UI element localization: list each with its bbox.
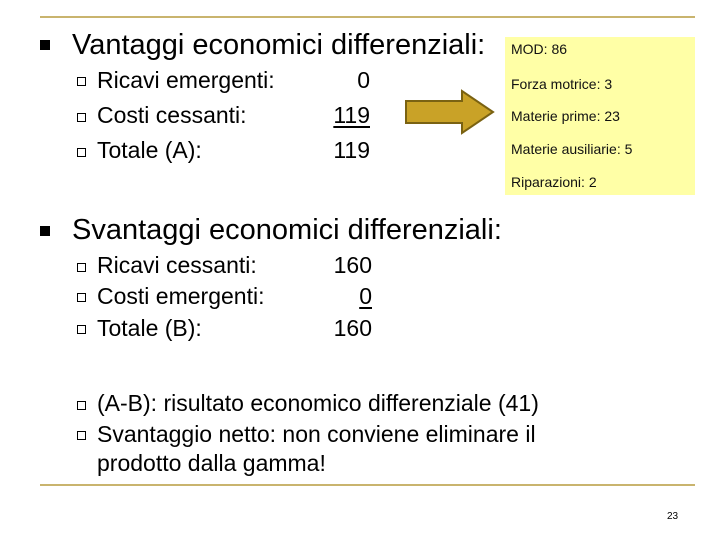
item-costi-cessanti-value: 119 xyxy=(333,102,370,128)
section1-heading: Vantaggi economici differenziali: xyxy=(72,29,486,61)
right-arrow-icon xyxy=(404,89,496,135)
item-ricavi-emergenti-label: Ricavi emergenti: xyxy=(97,67,275,93)
top-rule xyxy=(40,16,695,18)
sub-bullet-icon xyxy=(77,401,86,410)
sub-bullet-icon xyxy=(77,113,86,122)
item-ricavi-emergenti-value: 0 xyxy=(357,67,370,93)
sub-bullet-icon xyxy=(77,431,86,440)
sub-bullet-icon xyxy=(77,293,86,302)
item-costi-cessanti-label: Costi cessanti: xyxy=(97,102,247,128)
item-ricavi-cessanti-label: Ricavi cessanti: xyxy=(97,252,257,278)
item-totale-b-label: Totale (B): xyxy=(97,315,202,341)
bottom-rule xyxy=(40,484,695,486)
section2-heading: Svantaggi economici differenziali: xyxy=(72,214,502,246)
sub-bullet-icon xyxy=(77,263,86,272)
conclusion-svantaggio-line1: Svantaggio netto: non conviene eliminare il xyxy=(97,421,536,447)
callout-line-materie-ausiliarie: Materie ausiliarie: 5 xyxy=(511,141,633,157)
sub-bullet-icon xyxy=(77,325,86,334)
item-totale-a-value: 119 xyxy=(333,137,370,163)
sub-bullet-icon xyxy=(77,148,86,157)
cost-breakdown-callout xyxy=(505,37,695,195)
item-costi-emergenti-label: Costi emergenti: xyxy=(97,283,265,309)
item-totale-a-label: Totale (A): xyxy=(97,137,202,163)
bullet-square-icon xyxy=(40,226,50,236)
callout-line-forza-motrice: Forza motrice: 3 xyxy=(511,76,613,92)
item-ricavi-cessanti-value: 160 xyxy=(333,252,372,278)
callout-line-riparazioni: Riparazioni: 2 xyxy=(511,174,597,190)
bullet-square-icon xyxy=(40,40,50,50)
conclusion-risultato: (A-B): risultato economico differenziale (41) xyxy=(97,390,539,416)
item-totale-b-value: 160 xyxy=(333,315,372,341)
sub-bullet-icon xyxy=(77,77,86,86)
item-costi-emergenti-value: 0 xyxy=(359,283,372,309)
conclusion-svantaggio-line2: prodotto dalla gamma! xyxy=(97,450,326,476)
callout-line-mod: MOD: 86 xyxy=(511,41,568,57)
page-number: 23 xyxy=(667,511,679,522)
callout-line-materie-prime: Materie prime: 23 xyxy=(511,108,620,124)
